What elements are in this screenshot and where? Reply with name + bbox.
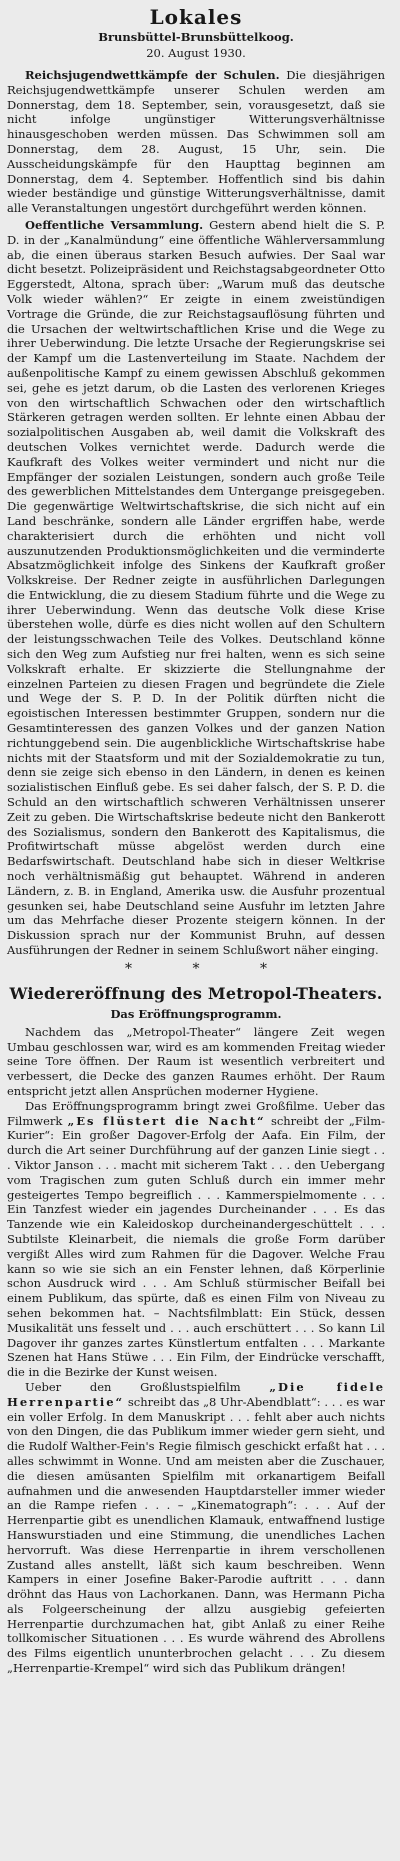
place-line: Brunsbüttel-Brunsbüttelkoog. (98, 30, 294, 44)
section-separator: * * * (125, 960, 295, 977)
film-title: „Die fidele Herrenpartie“ (7, 1379, 386, 1409)
article-public-meeting (7, 218, 385, 958)
article-body: Die diesjährigen Reichsjugendwettkämpfe unserer Schulen werden am Donnerstag, dem 18. September, sein, vorausgesetzt, daß sie nicht infolge ungünstiger Witterungsverhältnisse hinausgeschoben werden müssen. Das Schwimmen soll am Donnerstag, dem 28. August, 15 Uhr, sein. Die Ausscheidungskämpfe für den Haupttag beginnen am Donnerstag, dem 4. September. Hoffentlich sind bis dahin wieder beständige und günstige Witterungsverhältnisse, damit alle Veranstaltungen ungestört durchgeführt werden können. (7, 68, 385, 216)
film-title: „Es flüstert die Nacht“ (67, 1113, 266, 1128)
date-line: 20. August 1930. (146, 46, 246, 60)
masthead (7, 6, 385, 60)
paragraph-text: Das Eröffnungsprogramm bringt zwei Großfilme. Ueber das Filmwerk (7, 1098, 385, 1128)
article-lead: Reichsjugendwettkämpfe der Schulen. (25, 68, 280, 82)
section-title: Lokales (149, 5, 243, 29)
article-body: Gestern abend hielt die S. P. D. in der „Kanalmündung“ eine öffentliche Wählerversammlung ab, die einen überaus starken Besuch aufwies. Der Saal war dicht besetzt. Polizeipräsident und Reichstagsabgeordneter Otto Eggerstedt, Altona, sprach über: „Warum muß das deutsche Volk wieder wählen?“ Er zeigte in einem zweistündigen Vortrage die Gründe, die zur Reichstagsauflösung führten und die Ursachen der weltwirtschaftlichen Krise und die Wege zu ihrer Ueberwindung. Die letzte Ursache der Regierungskrise sei der Kampf um die Lastenverteilung im Staate. Nachdem der außenpolitische Kampf zu einem gewissen Abschluß gekommen sei, gehe es jetzt darum, ob die Lasten des verlorenen Krieges von den wirtschaftlich Schwachen oder den wirtschaftlich Stärkeren getragen werden sollten. Er lehnte einen Abbau der sozialpolitischen Ausgaben ab, weil damit die Volkskraft des deutschen Volkes vernichtet werde. Dadurch werde die Kaufkraft des Volkes weiter vermindert und nicht nur die Empfänger der sozialen Leistungen, sondern auch große Teile des gewerblichen Mittelstandes dem Untergange preisgegeben. Die gegenwärtige Weltwirtschaftskrise, die sich nicht auf ein Land beschränke, sondern alle Länder ergriffen habe, werde charakterisiert durch die erhöhten und nicht voll auszunutzenden Produktionsmöglichkeiten und die verminderte Absatzmöglichkeit infolge des Sinkens der Kaufkraft großer Volkskreise. Der Redner zeigte in ausführlichen Darlegungen die Entwicklung, die zu diesem Stadium führte und die Wege zu ihrer Ueberwindung. Wenn das deutsche Volk diese Krise überstehen wolle, dürfe es dies nicht wollen auf den Schultern der leistungsschwachen Teile des Volkes. Deutschland könne sich den Weg zum Aufstieg nur frei halten, wenn es sich seine Volkskraft erhalte. Er skizzierte die Stellungnahme der einzelnen Parteien zu diesen Fragen und begründete die Ziele und Wege der S. P. D. In der Politik dürften nicht die egoistischen Interessen bestimmter Gruppen, sondern nur die Gesamtinteressen des ganzen Volkes und der ganzen Nation richtunggebend sein. Die augenblickliche Wirtschaftskrise habe nichts mit der Staatsform und mit der Sozialdemokratie zu tun, denn sie zeige sich ebenso in den Ländern, in denen es keinen sozialistischen Einfluß gebe. Es sei daher falsch, der S. P. D. die Schuld an den wirtschaftlich schweren Verhältnissen unserer Zeit zu geben. Die Wirtschaftskrise bedeute nicht den Bankerott des Sozialismus, sondern den Bankerott des Kapitalismus, die Profitwirtschaft müsse abgelöst werden durch eine Bedarfswirtschaft. Deutschland habe sich in dieser Weltkrise noch verhältnismäßig gut behauptet. Während in anderen Ländern, z. B. in England, Amerika usw. die Ausfuhr prozentual gesunken sei, habe Deutschland seine Ausfuhr im letzten Jahre um das Mehrfache dieser Prozente steigern können. In der Diskussion sprach nur der Kommunist Bruhn, auf dessen Ausführungen der Redner in seinem Schlußwort näher einging. (7, 217, 386, 958)
subheadline-program: Das Eröffnungsprogramm. (110, 1006, 282, 1021)
article-school-games (7, 68, 385, 216)
article-lead: Oeffentliche Versammlung. (25, 217, 204, 232)
paragraph-text: Ueber den Großlustspielfilm (25, 1379, 241, 1394)
news-column (7, 0, 385, 1676)
article-metropol-p2 (7, 1099, 385, 1380)
article-metropol-p1: Nachdem das „Metropol-Theater“ längere Zeit wegen Umbau geschlossen war, wird es am kommenden Freitag wieder seine Tore öffnen. Der Raum ist wesentlich verbreitert und verbessert, die Decke des ganzen Raumes erhöht. Der Raum entspricht jetzt allen Ansprüchen moderner Hygiene. (7, 1024, 385, 1098)
headline-metropol: Wiedereröffnung des Metropol-Theaters. (9, 983, 383, 1003)
paragraph-text: schreibt das „8 Uhr-Abendblatt“: . . . es war ein voller Erfolg. In dem Manuskript . . . fehlt aber auch nichts von den Dingen, die das Publikum immer wieder gern sieht, und die Rudolf Walther-Fein's Regie filmisch geschickt erfaßt hat . . . alles schwimmt in Wonne. Und am meisten aber die Zuschauer, die diesen amüsanten Spielfilm mit orkanartigem Beifall aufnahmen und die anwesenden Hauptdarsteller immer wieder an die Rampe riefen . . . – „Kinematograph“: . . . Auf der Herrenpartie gibt es unendlichen Klamauk, entwaffnend lustige Hanswurstiaden und eine Stimmung, die unendliches Lachen hervorruft. Was diese Herrenpartie in ihrem verschollenen Zustand alles anstellt, läßt sich kaum beschreiben. Wenn Kampers in einer Josefine Baker-Parodie auftritt . . . dann dröhnt das Haus von Lachorkanen. Dann, was Hermann Picha als Folgeerscheinung der allzu ausgiebig gefeierten Herrenpartie durchzumachen hat, gibt Anlaß zu einer Reihe tollkomischer Situationen . . . Es wurde während des Abrollens des Films eigentlich ununterbrochen gelacht . . . Zu diesem „Herrenpartie-Krempel“ wird sich das Publikum drängen! (7, 1394, 386, 1676)
paragraph-text: schreibt der „Film-Kurier“: Ein großer Dagover-Erfolg der Aafa. Ein Film, der durch die Art seiner Durchführung auf der ganzen Linie siegt . . . Viktor Janson . . . macht mit sicherem Takt . . . den Uebergang vom Tragischen zum guten Schluß durch ein immer mehr gesteigertes Tempo begreiflich . . . Kammerspielmomente . . . Ein Tanzfest wieder ein jagendes Durcheinander . . . Es das Tanzende wie ein Kaleidoskop durcheinandergeschüttelt . . . Subtilste Kleinarbeit, die niemals die große Form darüber vergißt Alles wird zum Rahmen für die Dagover. Welche Frau kann so wie sie sich an ein Fenster lehnen, daß Körperlinie schon Ausdruck wird . . . Am Schluß stürmischer Beifall bei einem Publikum, das spürte, daß es einen Film von Niveau zu sehen bekommen hat. – Nachtsfilmblatt: Ein Stück, dessen Musikalität uns fesselt und . . . auch erschüttert . . . So kann Lil Dagover ihr ganzes zartes Künstlertum entfalten . . . Markante Szenen hat Hans Stüwe . . . Ein Film, der Eindrücke verschafft, die in die Bezirke der Kunst weisen. (7, 1113, 386, 1380)
article-metropol-p3 (7, 1380, 385, 1676)
